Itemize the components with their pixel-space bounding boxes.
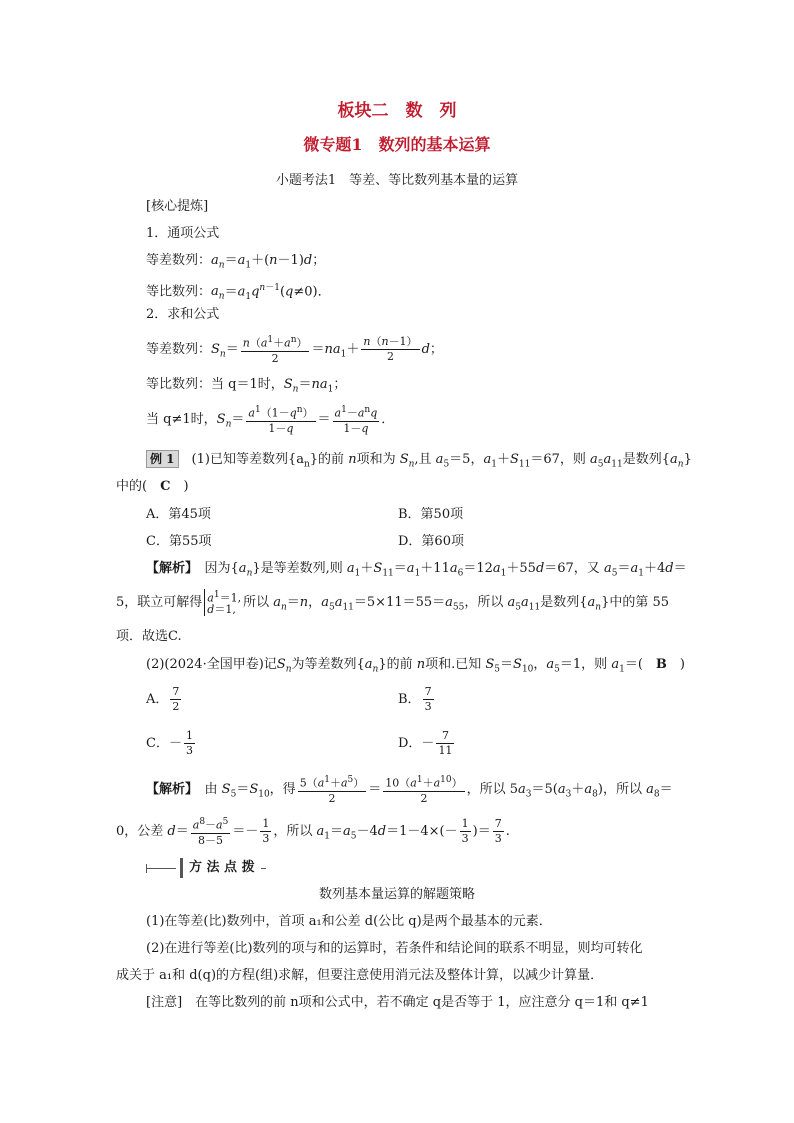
analysis2-line2: 0，公差 d＝ $\frac{a^8-a^5}{8-5}$ ＝－ $\frac{1}{3}$ ，所以 $a_1=a_5-4d=1-4\times(-$ $\frac{1}{3}$ )＝ $\frac{7}{3}$ . <box>116 817 510 847</box>
analysis1-line2: 5，联立可解得 $a^1=1$, d＝1, 所以 $a_n=n$，$a_5a_{11}=5\times 11=55=a_{55}$，所以 $a_5a_{11}$是数列$\{a_n\}$中的第 55 <box>116 589 670 617</box>
method-p1: (1)在等差(比)数列中，首项 a₁和公差 d(公比 q)是两个最基本的元素． <box>146 914 552 929</box>
option-c2: C．－ $\frac{1}{3}$ <box>146 729 193 757</box>
geo-sum-case1-text: q＝1时， <box>228 377 284 392</box>
q1-line2 <box>116 478 189 496</box>
method-note: [注意] 在等比数列的前 n项和公式中，若不确定 q是否等于 1，应注意分 q＝1和 q≠1 <box>146 995 649 1010</box>
q1-answer: C <box>160 479 171 494</box>
example1-question2: (2)(2024·全国甲卷)记$S_n$为等差数列$\{a_n\}$的前 n项和.已知 $S_5=S_{10}$，$a_5=1$，则 $a_1=$( B ) <box>146 657 685 675</box>
q1-line2-text: 中的( <box>116 479 148 494</box>
core-item1: 1．通项公式 <box>146 226 220 241</box>
q1-text: (1)已知等差数列{a <box>191 452 304 467</box>
method-title: 数列基本量运算的解题策略 <box>318 887 475 902</box>
example1-question1: 例 1 (1)已知等差数列$\{a_n\}$的前 n项和为 $S_n$,且 $a_5=5$，$a_1+S_{11}=67$，则 $a_5a_{11}$是数列$\{a_n\}$ <box>146 450 692 474</box>
geo-sum-prefix: 等比数列：当 <box>146 377 225 392</box>
arith-general-formula: 等差数列：$a_n=a_1+(n-1)d$； <box>146 253 326 271</box>
arith-general-prefix: 等差数列： <box>146 253 212 268</box>
analysis1-line1: 【解析】 因为$\{a_n\}$是等差数列,则 $a_1+S_{11}=a_1+11a_6=12a_1+55d=67$，又 $a_5=a_1+4d=$ <box>146 561 687 579</box>
geo-sum-case2-text: q≠1时， <box>163 412 217 427</box>
option-b2: B． $\frac{7}{3}$ <box>398 685 432 713</box>
analysis2-label: 【解析】 <box>146 782 192 797</box>
q2-answer: B <box>655 657 667 672</box>
analysis2-line1: 【解析】 由 $S_5=S_{10}$，得 $\frac{5(a^1+a^5)}{2}$ ＝ $\frac{10(a^1+a^{10})}{2}$ ，所以 $5a_3=5(a_3+a_8)$，所以 $a_8=$ <box>146 775 673 805</box>
arith-sum-prefix: 等差数列： <box>146 342 212 357</box>
option-d2: D．－ $\frac{7}{11}$ <box>398 729 453 757</box>
core-label: [核心提炼] <box>146 199 209 214</box>
option-a1: A．第45项 <box>146 507 211 522</box>
geo-general-formula: 等比数列：$a_n=a_1q^{n-1}(q\ne 0)$． <box>146 283 331 302</box>
option-b1: B．第50项 <box>398 507 464 522</box>
subtopic-title: 小题考法1 等差、等比数列基本量的运算 <box>275 173 519 188</box>
example-badge: 例 1 <box>146 450 179 468</box>
method-p2a: (2)在进行等差(比)数列的项与和的运算时，若条件和结论间的联系不明显，则均可转化 <box>146 941 643 956</box>
geo-general-prefix: 等比数列： <box>146 284 212 300</box>
geo-sum-case1: 等比数列：当 q＝1时，$S_n=na_1$； <box>146 377 347 395</box>
geo-sum-case2: 当 q≠1时，$S_n=$ $\frac{a^1(1-q^n)}{1-q}$ ＝ $\frac{a^1-a^nq}{1-q}$ ． <box>146 405 395 435</box>
q2-prefix: (2)(2024·全国甲卷)记 <box>146 657 277 672</box>
analysis1-line3: 项．故选C. <box>116 629 182 644</box>
q1-close: ) <box>183 479 189 494</box>
analysis1-label: 【解析】 <box>146 561 192 576</box>
section-title: 板块二 数 列 <box>337 101 457 121</box>
core-item2: 2．求和公式 <box>146 307 220 322</box>
geo-sum-case2-prefix: 当 <box>146 412 160 427</box>
topic-title: 微专题1 数列的基本运算 <box>303 135 491 154</box>
method-p2b: 成关于 a₁和 d(q)的方程(组)求解，但要注意使用消元法及整体计算，以减少计算量． <box>116 968 604 983</box>
option-c1: C．第55项 <box>146 534 212 549</box>
arith-sum-formula: 等差数列：$S_n=$ $\frac{n(a^1+a^n)}{2}$ $=na_1+$ $\frac{n(n-1)}{2}$ d； <box>146 335 443 365</box>
method-label: 方 法 点 拨 <box>180 858 261 878</box>
option-a2: A． $\frac{7}{2}$ <box>146 685 180 713</box>
option-d1: D．第60项 <box>398 534 464 549</box>
